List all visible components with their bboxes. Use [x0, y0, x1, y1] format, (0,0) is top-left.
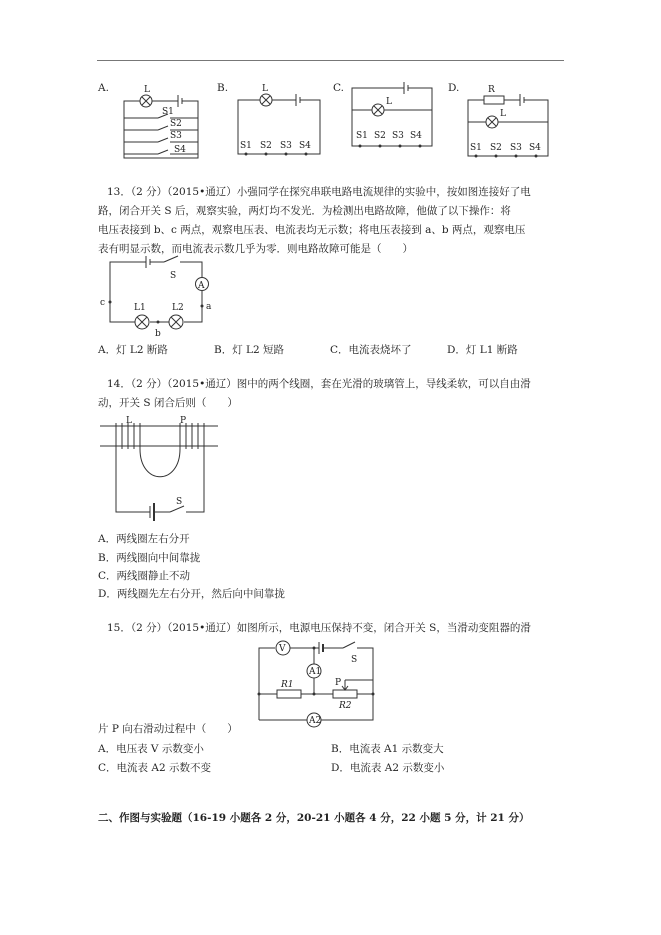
lamp-L2: L2 [172, 303, 184, 313]
label-S4: S4 [299, 141, 311, 151]
q12-option-a-label: A. [98, 82, 109, 94]
label-S1: S1 [356, 131, 368, 141]
label-S2: S2 [374, 131, 386, 141]
label-S2: S2 [490, 143, 502, 153]
q14-option-a: A．两线圈左右分开 [98, 533, 190, 545]
label-S2: S2 [170, 119, 182, 129]
lamp-L1: L1 [134, 303, 146, 313]
ammeter-A2: A2 [309, 716, 322, 726]
q14-option-d: D．两线圈先左右分开，然后向中间靠拢 [98, 588, 285, 600]
q13-line-3: 电压表接到 b、c 两点，观察电压表、电流表均无示数；将电压表接到 a、b 两点，观察电压 [98, 224, 526, 236]
point-c: c [100, 298, 106, 308]
q13-option-c: C．电流表烧坏了 [330, 344, 412, 356]
label-S: S [170, 271, 177, 281]
ammeter-A: A [198, 281, 205, 291]
label-S4: S4 [410, 131, 422, 141]
label-L: L [500, 109, 506, 119]
label-L: L [262, 84, 268, 94]
q13-circuit [98, 258, 228, 340]
q15-option-b: B．电流表 A1 示数变大 [331, 743, 444, 755]
label-L: L [386, 97, 392, 107]
switch-label-S: S [176, 497, 183, 507]
section-2-title: 二、作图与实验题（16-19 小题各 2 分，20-21 小题各 4 分，22 小题 5 分，计 21 分） [98, 812, 530, 824]
q12-circuit-b [236, 80, 326, 160]
q12-option-d-label: D. [448, 82, 460, 94]
label-S4: S4 [174, 145, 186, 155]
header-rule [97, 60, 564, 61]
label-L: L [144, 85, 150, 95]
q12-circuit-d [466, 80, 556, 160]
q14-coil-diagram [100, 416, 220, 526]
q13-line-4: 表有明显示数，而电流表示数几乎为零．则电路故障可能是（ ） [98, 243, 413, 255]
q15-circuit [255, 640, 380, 730]
slider-P: P [335, 678, 342, 688]
resistor-R1: R1 [281, 680, 294, 690]
q12-option-b-label: B. [217, 82, 229, 94]
q14-line-1: 14．（2 分）（2015•通辽）图中的两个线圈，套在光滑的玻璃管上，导线柔软，可以自由滑 [107, 378, 531, 390]
q14-option-b: B．两线圈向中间靠拢 [98, 552, 201, 564]
q13-option-b: B．灯 L2 短路 [214, 344, 285, 356]
q13-line-1: 13．（2 分）（2015•通辽）小强同学在探究串联电路电流规律的实验中，按如图连接好了电 [107, 186, 531, 198]
q15-line-2: 片 P 向右滑动过程中（ ） [98, 723, 238, 735]
q15-line-1: 15．（2 分）（2015•通辽）如图所示，电源电压保持不变，闭合开关 S，当滑动变阻器的滑 [107, 622, 531, 634]
q14-option-c: C．两线圈静止不动 [98, 570, 191, 582]
label-S3: S3 [392, 131, 404, 141]
q15-option-d: D．电流表 A2 示数变小 [331, 762, 445, 774]
label-S1: S1 [240, 141, 252, 151]
point-b: b [155, 329, 161, 339]
q13-option-d: D．灯 L1 断路 [447, 344, 518, 356]
label-S1: S1 [162, 107, 174, 117]
switch-S: S [351, 655, 358, 665]
label-R: R [488, 85, 495, 95]
coil-label-L: L [126, 416, 132, 426]
ammeter-A1: A1 [309, 667, 322, 677]
q13-line-2: 路，闭合开关 S 后，观察实验，两灯均不发光．为检测出电路故障，他做了以下操作：将 [98, 205, 511, 217]
label-S3: S3 [170, 131, 182, 141]
q12-option-c-label: C. [333, 82, 344, 94]
point-a: a [206, 302, 212, 312]
label-S2: S2 [260, 141, 272, 151]
coil-label-P: P [180, 416, 187, 426]
q15-option-a: A．电压表 V 示数变小 [98, 743, 204, 755]
q12-circuit-c [350, 80, 440, 152]
q14-line-2: 动，开关 S 闭合后则（ ） [98, 397, 238, 409]
label-S4: S4 [529, 143, 541, 153]
q15-option-c: C．电流表 A2 示数不变 [98, 762, 211, 774]
q12-circuit-a [118, 80, 208, 160]
label-S3: S3 [280, 141, 292, 151]
q13-option-a: A．灯 L2 断路 [98, 344, 168, 356]
label-S3: S3 [510, 143, 522, 153]
label-S1: S1 [470, 143, 482, 153]
voltmeter-V: V [279, 644, 286, 654]
resistor-R2: R2 [339, 701, 352, 711]
